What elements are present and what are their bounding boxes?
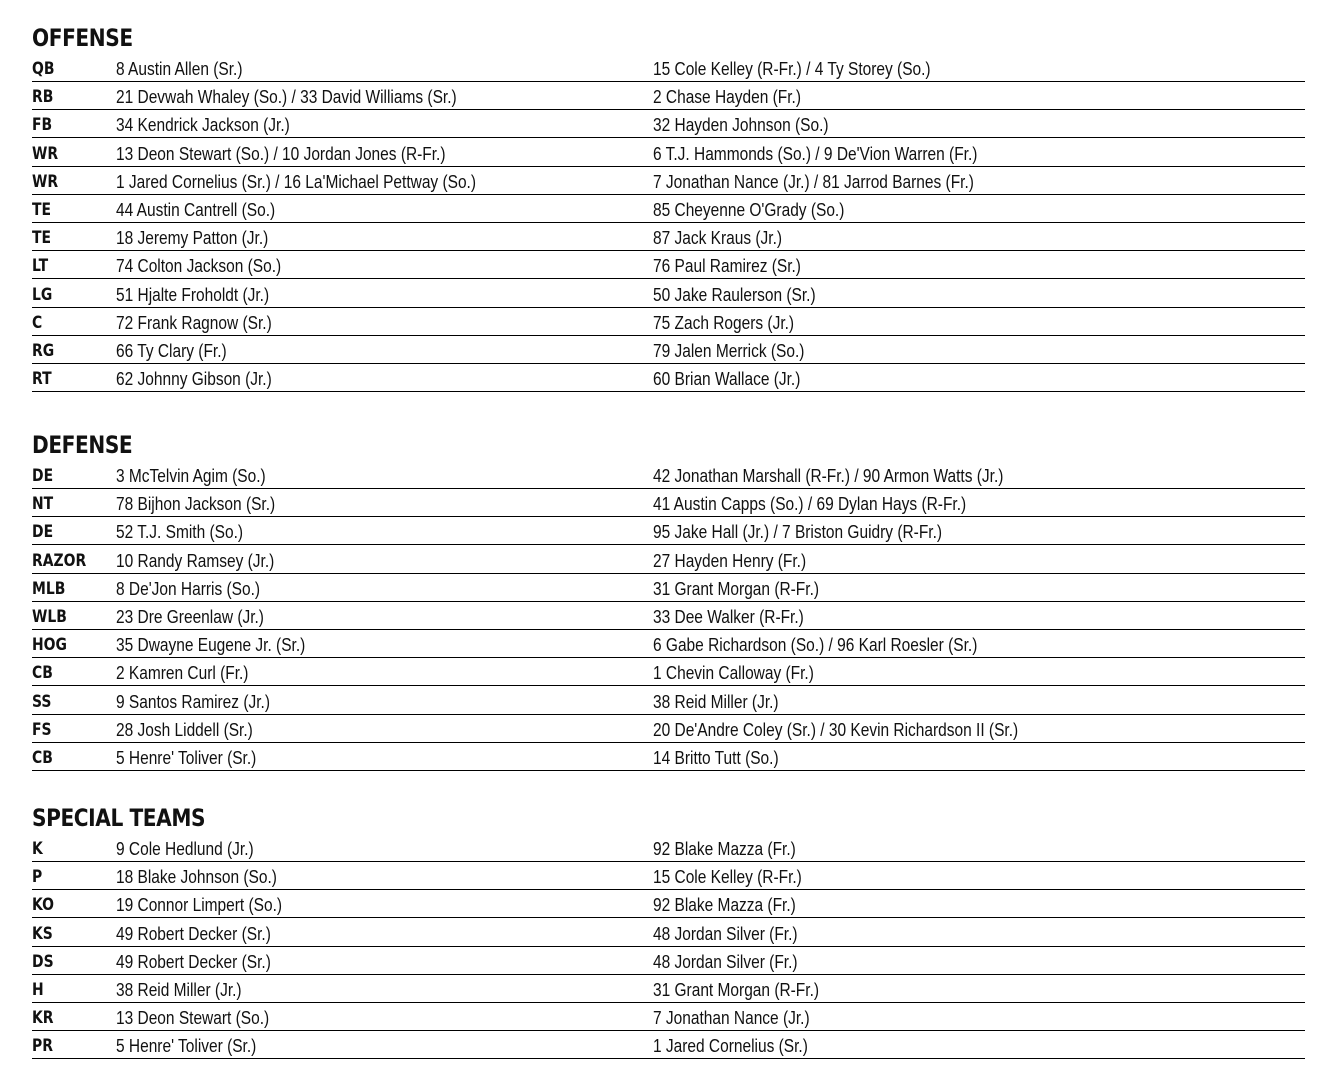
backup-cell: 15 Cole Kelley (R-Fr.) / 4 Ty Storey (So.)	[653, 59, 931, 79]
section-title-offense: OFFENSE	[32, 24, 133, 52]
starter-cell: 38 Reid Miller (Jr.)	[116, 980, 242, 1000]
backup-cell: 6 Gabe Richardson (So.) / 96 Karl Roesler (Sr.)	[653, 635, 978, 656]
position-label: SS	[32, 691, 52, 712]
table-row	[32, 947, 1305, 975]
table-row	[32, 308, 1305, 336]
position-label: LG	[32, 284, 53, 305]
position-label: LT	[32, 256, 49, 277]
table-row	[32, 975, 1305, 1003]
starter-cell: 8 De'Jon Harris (So.)	[116, 578, 261, 599]
position-label: RB	[32, 87, 54, 108]
backup-cell: 95 Jake Hall (Jr.) / 7 Briston Guidry (R-Fr.)	[653, 522, 943, 543]
backup-cell: 7 Jonathan Nance (Jr.) / 81 Jarrod Barnes (Fr.)	[653, 171, 974, 192]
table-row	[32, 630, 1305, 658]
starter-cell: 74 Colton Jackson (So.)	[116, 256, 282, 277]
position-label: RAZOR	[32, 550, 87, 571]
position-label: DE	[32, 522, 54, 543]
table-row	[32, 834, 1305, 862]
backup-cell: 79 Jalen Merrick (So.)	[653, 341, 805, 361]
backup-cell: 85 Cheyenne O'Grady (So.)	[653, 200, 845, 220]
section-title-defense: DEFENSE	[32, 431, 133, 459]
table-row	[32, 167, 1305, 195]
backup-cell: 50 Jake Raulerson (Sr.)	[653, 284, 816, 305]
backup-cell: 92 Blake Mazza (Fr.)	[653, 839, 796, 859]
starter-cell: 18 Jeremy Patton (Jr.)	[116, 228, 269, 249]
table-row	[32, 110, 1305, 138]
starter-cell: 49 Robert Decker (Sr.)	[116, 951, 271, 972]
table-row	[32, 336, 1305, 364]
table-row	[32, 280, 1305, 308]
backup-cell: 41 Austin Capps (So.) / 69 Dylan Hays (R-Fr.)	[653, 494, 967, 515]
position-label: WR	[32, 143, 59, 164]
starter-cell: 28 Josh Liddell (Sr.)	[116, 719, 253, 740]
position-label: MLB	[32, 578, 66, 599]
position-label: H	[32, 980, 44, 1000]
position-label: FS	[32, 719, 52, 740]
backup-cell: 33 Dee Walker (R-Fr.)	[653, 607, 804, 627]
position-label: PR	[32, 1036, 53, 1057]
table-row	[32, 862, 1305, 890]
position-label: WLB	[32, 607, 67, 627]
starter-cell: 35 Dwayne Eugene Jr. (Sr.)	[116, 635, 306, 656]
table-row	[32, 517, 1305, 545]
table-row	[32, 890, 1305, 918]
starter-cell: 44 Austin Cantrell (So.)	[116, 200, 276, 220]
table-row	[32, 919, 1305, 947]
starter-cell: 9 Cole Hedlund (Jr.)	[116, 839, 254, 859]
backup-cell: 38 Reid Miller (Jr.)	[653, 691, 779, 712]
table-row	[32, 743, 1305, 771]
position-label: TE	[32, 200, 52, 220]
starter-cell: 8 Austin Allen (Sr.)	[116, 59, 243, 79]
backup-cell: 42 Jonathan Marshall (R-Fr.) / 90 Armon Watts (Jr.)	[653, 466, 1004, 486]
table-row	[32, 461, 1305, 489]
table-row	[32, 223, 1305, 251]
position-label: DS	[32, 951, 54, 972]
starter-cell: 52 T.J. Smith (So.)	[116, 522, 244, 543]
starter-cell: 21 Devwah Whaley (So.) / 33 David Williams (Sr.)	[116, 87, 457, 108]
backup-cell: 75 Zach Rogers (Jr.)	[653, 312, 795, 333]
backup-cell: 48 Jordan Silver (Fr.)	[653, 951, 798, 972]
backup-cell: 87 Jack Kraus (Jr.)	[653, 228, 783, 249]
starter-cell: 72 Frank Ragnow (Sr.)	[116, 312, 272, 333]
table-row	[32, 139, 1305, 167]
starter-cell: 23 Dre Greenlaw (Jr.)	[116, 607, 264, 627]
starter-cell: 13 Deon Stewart (So.)	[116, 1008, 270, 1029]
starter-cell: 18 Blake Johnson (So.)	[116, 867, 277, 888]
table-row	[32, 602, 1305, 630]
starter-cell: 78 Bijhon Jackson (Sr.)	[116, 494, 276, 515]
position-label: K	[32, 839, 43, 859]
backup-cell: 15 Cole Kelley (R-Fr.)	[653, 867, 802, 888]
table-row	[32, 489, 1305, 517]
starter-cell: 9 Santos Ramirez (Jr.)	[116, 691, 270, 712]
position-label: QB	[32, 59, 55, 79]
position-label: FB	[32, 115, 53, 136]
position-label: P	[32, 867, 43, 888]
backup-cell: 20 De'Andre Coley (Sr.) / 30 Kevin Richardson II (Sr.)	[653, 719, 1019, 740]
starter-cell: 5 Henre' Toliver (Sr.)	[116, 1036, 257, 1057]
backup-cell: 6 T.J. Hammonds (So.) / 9 De'Vion Warren (Fr.)	[653, 143, 978, 164]
table-row	[32, 1031, 1305, 1059]
position-label: RT	[32, 369, 52, 390]
starter-cell: 49 Robert Decker (Sr.)	[116, 923, 271, 944]
position-label: KR	[32, 1008, 54, 1029]
starter-cell: 51 Hjalte Froholdt (Jr.)	[116, 284, 270, 305]
backup-cell: 31 Grant Morgan (R-Fr.)	[653, 578, 820, 599]
table-row	[32, 687, 1305, 715]
position-label: WR	[32, 171, 59, 192]
position-label: C	[32, 312, 43, 333]
table-row	[32, 1003, 1305, 1031]
position-label: KO	[32, 895, 55, 916]
position-label: NT	[32, 494, 54, 515]
position-label: RG	[32, 341, 55, 361]
backup-cell: 31 Grant Morgan (R-Fr.)	[653, 980, 820, 1000]
section-title-special-teams: SPECIAL TEAMS	[32, 804, 206, 832]
backup-cell: 1 Chevin Calloway (Fr.)	[653, 663, 814, 684]
backup-cell: 1 Jared Cornelius (Sr.)	[653, 1036, 808, 1057]
table-row	[32, 658, 1305, 686]
table-row	[32, 54, 1305, 82]
table-row	[32, 715, 1305, 743]
starter-cell: 1 Jared Cornelius (Sr.) / 16 La'Michael Pettway (So.)	[116, 171, 477, 192]
starter-cell: 66 Ty Clary (Fr.)	[116, 341, 227, 361]
backup-cell: 60 Brian Wallace (Jr.)	[653, 369, 801, 390]
position-label: DE	[32, 466, 54, 486]
starter-cell: 3 McTelvin Agim (So.)	[116, 466, 266, 486]
starter-cell: 19 Connor Limpert (So.)	[116, 895, 283, 916]
position-label: HOG	[32, 635, 67, 656]
table-row	[32, 574, 1305, 602]
starter-cell: 62 Johnny Gibson (Jr.)	[116, 369, 272, 390]
starter-cell: 13 Deon Stewart (So.) / 10 Jordan Jones (R-Fr.)	[116, 143, 446, 164]
position-label: KS	[32, 923, 53, 944]
table-row	[32, 82, 1305, 110]
starter-cell: 2 Kamren Curl (Fr.)	[116, 663, 249, 684]
backup-cell: 27 Hayden Henry (Fr.)	[653, 550, 807, 571]
starter-cell: 5 Henre' Toliver (Sr.)	[116, 748, 257, 768]
table-row	[32, 364, 1305, 392]
backup-cell: 76 Paul Ramirez (Sr.)	[653, 256, 801, 277]
table-row	[32, 251, 1305, 279]
table-row	[32, 195, 1305, 223]
backup-cell: 48 Jordan Silver (Fr.)	[653, 923, 798, 944]
position-label: TE	[32, 228, 52, 249]
position-label: CB	[32, 663, 53, 684]
backup-cell: 92 Blake Mazza (Fr.)	[653, 895, 796, 916]
backup-cell: 32 Hayden Johnson (So.)	[653, 115, 829, 136]
table-row	[32, 546, 1305, 574]
backup-cell: 7 Jonathan Nance (Jr.)	[653, 1008, 810, 1029]
starter-cell: 10 Randy Ramsey (Jr.)	[116, 550, 275, 571]
position-label: CB	[32, 748, 53, 768]
backup-cell: 2 Chase Hayden (Fr.)	[653, 87, 801, 108]
starter-cell: 34 Kendrick Jackson (Jr.)	[116, 115, 290, 136]
backup-cell: 14 Britto Tutt (So.)	[653, 748, 779, 768]
